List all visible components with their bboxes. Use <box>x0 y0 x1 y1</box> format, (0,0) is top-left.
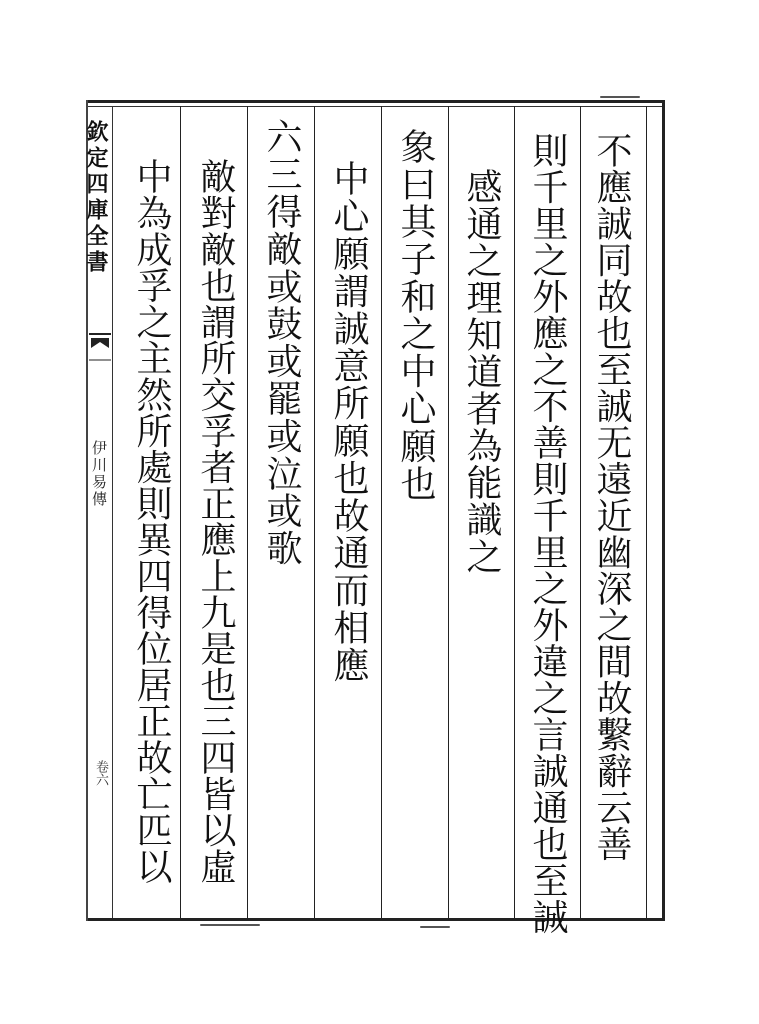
column-divider <box>180 106 181 918</box>
fishtail-ornament-icon <box>89 330 111 366</box>
frame-top-inner-border <box>86 106 664 107</box>
text-column-8: 中為成孚之主然所處則異四得位居正故亡匹以 <box>131 158 172 884</box>
frame-top-border <box>86 100 664 103</box>
column-divider <box>514 106 515 918</box>
column-divider <box>247 106 248 918</box>
scan-speck <box>420 926 450 928</box>
text-column-6: 六三得敵或鼓或罷或泣或歌 <box>261 118 302 567</box>
column-divider <box>381 106 382 918</box>
column-divider <box>314 106 315 918</box>
text-column-4: 象曰其子和之中心願也 <box>395 128 436 502</box>
frame-bottom-border <box>86 918 664 921</box>
column-divider <box>448 106 449 918</box>
text-column-1: 不應誠同故也至誠无遠近幽深之間故繫辭云善 <box>591 132 632 862</box>
text-column-3: 感通之理知道者為能識之 <box>461 168 502 575</box>
column-divider <box>646 106 647 918</box>
scan-speck <box>600 96 640 98</box>
column-divider <box>580 106 581 918</box>
text-column-2: 則千里之外應之不善則千里之外違之言誠通也至誠 <box>527 132 568 935</box>
text-column-7: 敵對敵也謂所交孚者正應上九是也三四皆以虛 <box>195 158 236 884</box>
scan-speck <box>200 924 260 926</box>
margin-divider <box>112 106 113 918</box>
margin-page-number: 卷六 <box>93 760 108 786</box>
margin-book-title: 伊川易傳 <box>90 440 108 508</box>
text-column-5: 中心願謂誠意所願也故通而相應 <box>328 160 369 684</box>
margin-title: 欽定四庫全書 <box>83 120 109 276</box>
frame-right-border <box>662 100 665 921</box>
